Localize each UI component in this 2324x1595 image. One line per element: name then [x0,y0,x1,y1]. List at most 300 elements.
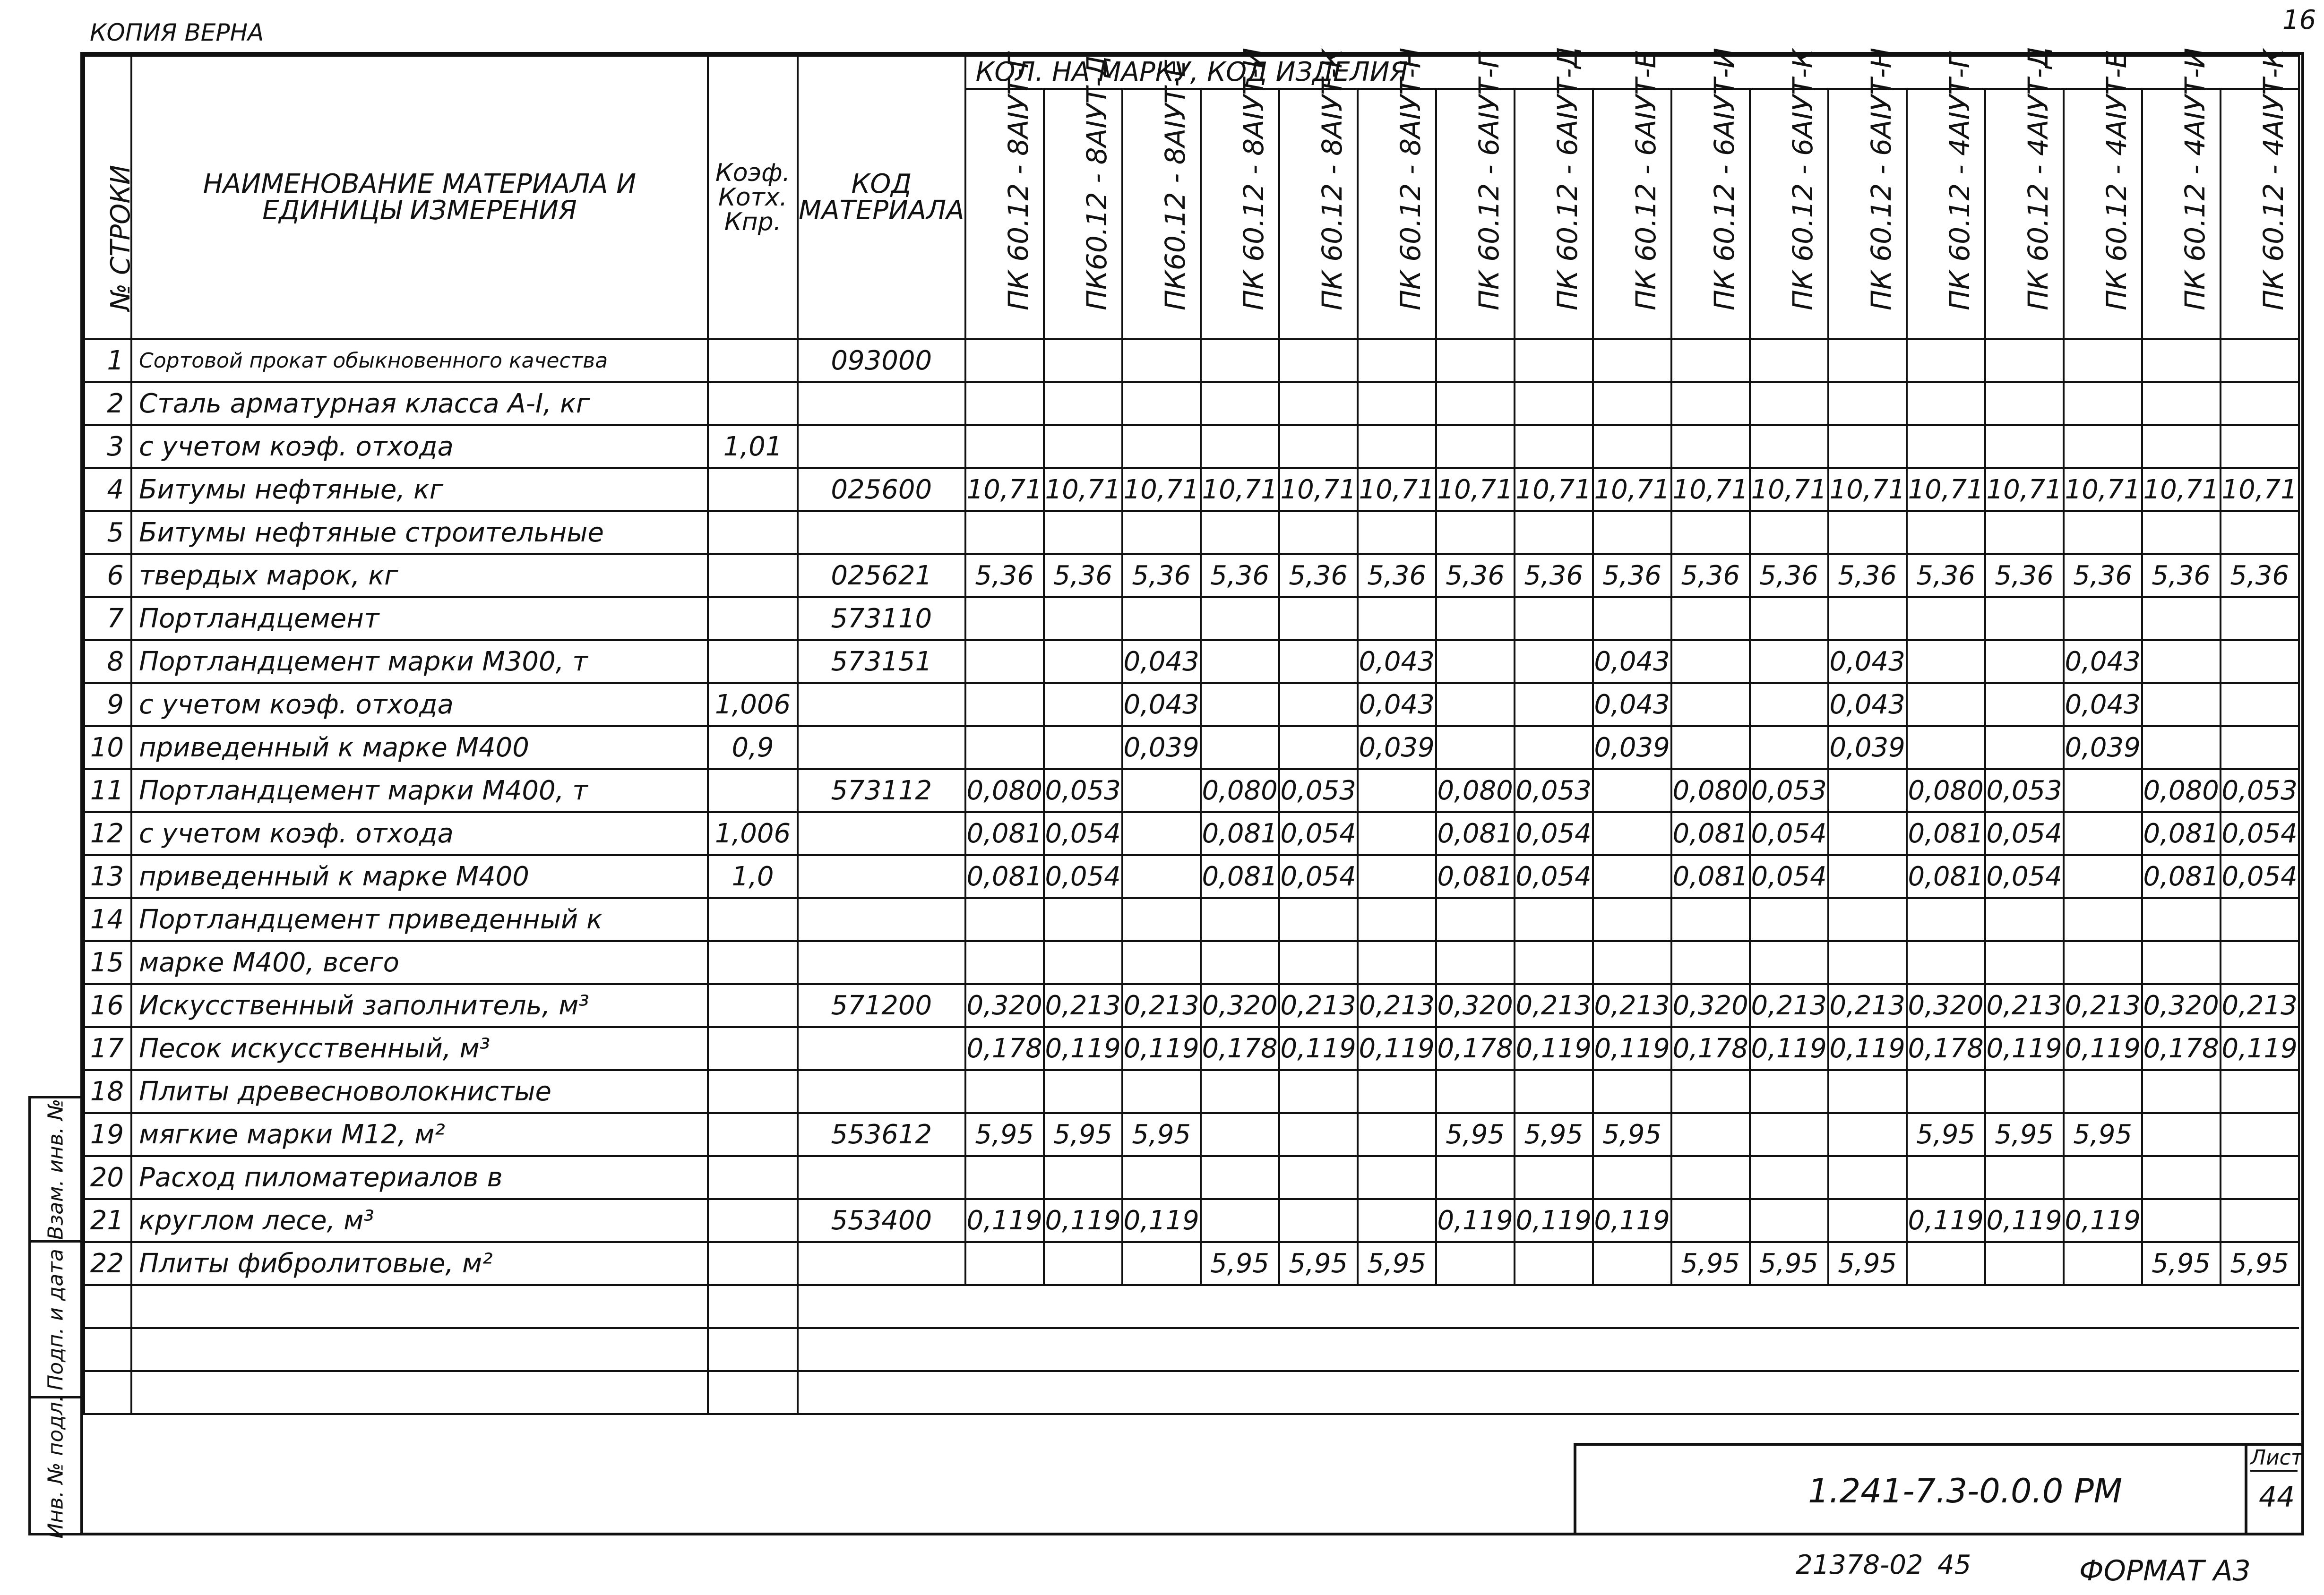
sheet-number: 44 [2259,1481,2295,1514]
quantity-cell [1201,1199,1279,1242]
quantity-cell [2221,1156,2299,1199]
blank-cell [798,1328,965,1371]
quantity-cell: 0,039 [1122,726,1201,769]
quantity-cell: 0,119 [1907,1199,1985,1242]
quantity-cell: 0,213 [1044,984,1122,1027]
quantity-cell: 5,95 [1201,1242,1279,1285]
quantity-cell: 5,36 [1750,554,1828,597]
quantity-cell [1907,898,1985,941]
table-row [84,1156,2299,1199]
row-number-cell: 21 [84,1199,131,1242]
row-number-cell: 11 [84,769,131,812]
quantity-cell [1671,726,1750,769]
quantity-cell [2221,683,2299,726]
product-column-header: ПК 60.12 - 4АIУТ-К [2221,89,2299,339]
material-code-cell: 571200 [798,984,965,1027]
quantity-cell [2064,1070,2142,1113]
quantity-cell [965,683,1044,726]
quantity-cell [1985,382,2064,425]
quantity-cell [2064,382,2142,425]
quantity-cell: 0,213 [2064,984,2142,1027]
blank-cell [2142,1328,2221,1371]
paper-format: ФОРМАТ А3 [2079,1554,2251,1587]
quantity-cell [2142,1199,2221,1242]
quantity-cell: 0,320 [1436,984,1515,1027]
quantity-cell: 0,119 [1044,1027,1122,1070]
table-row [84,1242,2299,1285]
quantity-cell: 0,080 [965,769,1044,812]
quantity-cell [1907,382,1985,425]
quantity-cell [1201,726,1279,769]
material-name-cell: Портландцемент [131,597,708,640]
row-number-cell: 9 [84,683,131,726]
material-name-cell: мягкие марки М12, м² [131,1113,708,1156]
quantity-cell: 5,36 [1122,554,1201,597]
blank-cell [1122,1328,1201,1371]
quantity-cell: 10,71 [1985,468,2064,511]
quantity-cell: 0,081 [1907,855,1985,898]
quantity-cell [1828,511,1907,554]
quantity-cell: 0,043 [1122,640,1201,683]
quantity-cell [1436,1242,1515,1285]
blank-cell [131,1328,708,1371]
quantity-cell [2221,511,2299,554]
quantity-cell [1436,640,1515,683]
quantity-cell: 0,080 [1907,769,1985,812]
blank-cell [84,1371,131,1414]
quantity-cell [1515,1242,1593,1285]
row-number-cell: 16 [84,984,131,1027]
quantity-cell: 10,71 [2142,468,2221,511]
coefficient-cell [708,554,798,597]
quantity-cell: 0,053 [2221,769,2299,812]
title-block [1574,1443,2301,1533]
quantity-cell [1515,1156,1593,1199]
quantity-cell [1201,898,1279,941]
quantity-cell [1907,511,1985,554]
quantity-cell: 0,054 [1515,855,1593,898]
row-number-cell: 22 [84,1242,131,1285]
quantity-cell: 10,71 [1671,468,1750,511]
quantity-cell [1358,382,1436,425]
quantity-cell: 10,71 [2221,468,2299,511]
blank-cell [2064,1371,2142,1414]
quantity-cell [2142,597,2221,640]
quantity-cell [1593,425,1671,468]
quantity-cell [1122,511,1201,554]
blank-cell [1907,1285,1985,1328]
quantity-cell [1122,812,1201,855]
row-number-cell: 1 [84,339,131,382]
quantity-cell [965,339,1044,382]
blank-cell [1750,1328,1828,1371]
quantity-cell [1828,941,1907,984]
quantity-cell [1201,425,1279,468]
table-row [84,468,2299,511]
table-row [84,382,2299,425]
quantity-cell [1436,339,1515,382]
quantity-cell [2142,382,2221,425]
row-number-cell: 13 [84,855,131,898]
quantity-cell: 0,119 [1985,1199,2064,1242]
blank-cell [708,1371,798,1414]
quantity-cell: 0,213 [1828,984,1907,1027]
material-name-cell: Искусственный заполнитель, м³ [131,984,708,1027]
quantity-cell [2142,898,2221,941]
material-name-cell: Портландцемент марки М400, т [131,769,708,812]
quantity-cell: 10,71 [1044,468,1122,511]
product-column-header: ПК 60.12 - 4АIУТ-И [2142,89,2221,339]
document-code: 1.241-7.3-0.0.0 РМ [1808,1472,2123,1510]
quantity-cell [1358,898,1436,941]
quantity-cell: 5,95 [1436,1113,1515,1156]
quantity-cell [1358,511,1436,554]
table-row [84,683,2299,726]
quantity-cell [2221,640,2299,683]
quantity-cell [1358,1199,1436,1242]
quantity-cell [1750,1156,1828,1199]
quantity-cell [1828,382,1907,425]
material-code-cell: 093000 [798,339,965,382]
quantity-cell [1044,640,1122,683]
coefficient-cell: 1,006 [708,683,798,726]
quantity-cell [1279,726,1358,769]
coefficient-cell [708,769,798,812]
quantity-cell [1593,898,1671,941]
product-column-header: ПК 60.12 - 8АIУТ-Г [965,89,1044,339]
coefficient-cell [708,597,798,640]
blank-cell [1044,1371,1122,1414]
quantity-cell [1279,511,1358,554]
quantity-cell: 10,71 [1828,468,1907,511]
quantity-cell: 10,71 [1907,468,1985,511]
blank-cell [2064,1328,2142,1371]
product-column-header: ПК 60.12 - 4АIУТ-Д [1985,89,2064,339]
quantity-cell [2064,855,2142,898]
quantity-cell [1907,640,1985,683]
quantity-cell [1750,898,1828,941]
quantity-cell: 5,36 [1593,554,1671,597]
quantity-cell: 10,71 [2064,468,2142,511]
archive-number: 21378-02 [1796,1550,1923,1580]
quantity-cell [1436,425,1515,468]
quantity-cell: 0,081 [1436,855,1515,898]
quantity-cell [1044,683,1122,726]
table-row [84,511,2299,554]
quantity-cell [1671,1156,1750,1199]
quantity-cell [965,726,1044,769]
quantity-cell [1436,898,1515,941]
quantity-cell [1985,726,2064,769]
quantity-cell [1985,597,2064,640]
quantity-cell [1122,769,1201,812]
coefficient-cell: 1,0 [708,855,798,898]
quantity-cell [1907,1070,1985,1113]
product-column-header: ПК 60.12 - 6АIУТ-И [1671,89,1750,339]
quantity-cell [1515,425,1593,468]
quantity-cell: 0,054 [1985,855,2064,898]
quantity-cell [1593,812,1671,855]
material-code-cell: 573151 [798,640,965,683]
table-row [84,726,2299,769]
quantity-cell [1436,382,1515,425]
quantity-cell [1122,1070,1201,1113]
quantity-cell [1279,941,1358,984]
quantity-cell [1201,1070,1279,1113]
quantity-cell: 10,71 [1279,468,1358,511]
quantity-cell [1358,425,1436,468]
material-code-cell [798,898,965,941]
quantity-cell: 5,36 [2142,554,2221,597]
quantity-cell [1750,726,1828,769]
quantity-cell [1593,769,1671,812]
quantity-cell: 5,95 [1828,1242,1907,1285]
coefficient-cell: 1,006 [708,812,798,855]
quantity-cell [1044,1156,1122,1199]
quantity-cell [1044,382,1122,425]
blank-cell [2221,1371,2299,1414]
quantity-cell: 10,71 [1593,468,1671,511]
sidebar-original-inv: Инв. № подл. [31,1396,80,1535]
sidebar-replacement-inv: Взам. инв. № [43,1098,68,1240]
table-row [84,1070,2299,1113]
quantity-cell [2221,898,2299,941]
quantity-cell: 5,36 [1201,554,1279,597]
quantity-cell [1436,597,1515,640]
material-code-cell: 553400 [798,1199,965,1242]
blank-cell [1358,1371,1436,1414]
row-number-cell: 14 [84,898,131,941]
quantity-cell [1122,898,1201,941]
quantity-cell [1436,1070,1515,1113]
quantity-cell [1828,898,1907,941]
quantity-cell: 5,95 [1907,1113,1985,1156]
quantity-cell [1515,683,1593,726]
coefficient-cell: 1,01 [708,425,798,468]
blank-cell [1907,1371,1985,1414]
quantity-cell: 5,36 [965,554,1044,597]
blank-cell [965,1285,1044,1328]
table-row [84,339,2299,382]
blank-cell [2142,1285,2221,1328]
blank-cell [1593,1371,1671,1414]
blank-cell [1358,1285,1436,1328]
quantity-cell: 0,054 [2221,812,2299,855]
coefficient-cell [708,511,798,554]
quantity-cell [1750,1070,1828,1113]
quantity-cell [1122,941,1201,984]
blank-cell [2221,1285,2299,1328]
blank-cell [1985,1371,2064,1414]
quantity-cell [1828,425,1907,468]
quantity-cell [1436,683,1515,726]
quantity-cell: 0,043 [1122,683,1201,726]
quantity-cell [1985,339,2064,382]
material-code-cell [798,683,965,726]
quantity-cell: 5,36 [1358,554,1436,597]
quantity-cell [1671,1070,1750,1113]
quantity-cell [1593,1242,1671,1285]
quantity-cell [1985,1242,2064,1285]
quantity-cell: 0,178 [2142,1027,2221,1070]
quantity-cell [1750,382,1828,425]
quantity-cell [2064,769,2142,812]
quantity-cell [2221,1113,2299,1156]
blank-cell [965,1371,1044,1414]
coefficient-cell [708,941,798,984]
quantity-cell [1593,339,1671,382]
quantity-cell [1750,1113,1828,1156]
row-number-cell: 7 [84,597,131,640]
blank-cell [1671,1371,1750,1414]
quantity-cell [1515,640,1593,683]
col-quantity-per-product: КОЛ. НА МАРКУ, КОД ИЗДЕЛИЯ [965,56,2299,89]
product-column-header: ПК60.12 - 8АIУТ-Д [1044,89,1122,339]
row-number-cell: 19 [84,1113,131,1156]
row-number-cell: 8 [84,640,131,683]
quantity-cell: 0,043 [1358,640,1436,683]
quantity-cell [965,382,1044,425]
quantity-cell [1828,339,1907,382]
quantity-cell [1907,726,1985,769]
quantity-cell: 0,043 [1828,683,1907,726]
quantity-cell [1044,511,1122,554]
product-column-header: ПК 60.12 - 6АIУТ-Е [1593,89,1671,339]
quantity-cell: 0,119 [1515,1199,1593,1242]
quantity-cell [1593,382,1671,425]
material-name-cell: Битумы нефтяные, кг [131,468,708,511]
material-code-cell [798,726,965,769]
table-row [84,941,2299,984]
quantity-cell [2064,339,2142,382]
quantity-cell: 5,36 [1907,554,1985,597]
blank-cell [1907,1328,1985,1371]
coefficient-cell [708,1113,798,1156]
row-number-cell: 20 [84,1156,131,1199]
quantity-cell: 5,95 [965,1113,1044,1156]
table-row [84,855,2299,898]
quantity-cell: 5,36 [1828,554,1907,597]
table-row [84,1027,2299,1070]
quantity-cell: 0,119 [2064,1027,2142,1070]
quantity-cell: 0,213 [2221,984,2299,1027]
quantity-cell: 0,080 [1436,769,1515,812]
quantity-cell [1907,339,1985,382]
quantity-cell [1828,597,1907,640]
quantity-cell: 0,043 [1593,683,1671,726]
quantity-cell [1828,812,1907,855]
product-column-header: ПК 60.12 - 6АIУТ-Н [1828,89,1907,339]
coefficient-cell [708,640,798,683]
blank-cell [1279,1371,1358,1414]
quantity-cell [1122,339,1201,382]
material-code-cell [798,855,965,898]
quantity-cell [1358,339,1436,382]
blank-cell [2221,1328,2299,1371]
row-number-cell: 10 [84,726,131,769]
quantity-cell [2064,941,2142,984]
quantity-cell: 0,119 [1122,1027,1201,1070]
quantity-cell: 0,080 [1671,769,1750,812]
blank-cell [1828,1371,1907,1414]
quantity-cell: 0,119 [1044,1199,1122,1242]
quantity-cell [965,1242,1044,1285]
quantity-cell [2142,640,2221,683]
material-name-cell: Портландцемент марки М300, т [131,640,708,683]
material-specification-table [83,47,2300,1415]
quantity-cell [1279,683,1358,726]
quantity-cell [2221,726,2299,769]
quantity-cell [1279,640,1358,683]
sidebar-sign-date: Подп. и дата [31,1240,80,1396]
material-code-cell [798,812,965,855]
quantity-cell [1279,1070,1358,1113]
quantity-cell: 5,95 [1985,1113,2064,1156]
table-row [84,425,2299,468]
quantity-cell [1436,1156,1515,1199]
blank-cell [1201,1285,1279,1328]
product-column-header: ПК 60.12 - 6АIУТ-К [1750,89,1828,339]
quantity-cell: 10,71 [1122,468,1201,511]
quantity-cell [2221,1070,2299,1113]
table-row [84,769,2299,812]
quantity-cell: 0,053 [1515,769,1593,812]
quantity-cell: 0,119 [2221,1027,2299,1070]
quantity-cell: 0,043 [1593,640,1671,683]
quantity-cell: 0,213 [1122,984,1201,1027]
table-row [84,640,2299,683]
quantity-cell: 0,043 [1828,640,1907,683]
material-name-cell: Сортовой прокат обыкновенного качества [131,339,708,382]
col-material-code: КОД МАТЕРИАЛА [798,56,965,339]
quantity-cell [2064,511,2142,554]
blank-row [84,1285,2299,1328]
quantity-cell [1671,1113,1750,1156]
specification-sheet [80,47,2304,1535]
table-row [84,984,2299,1027]
product-column-header: ПК 60.12 - 4АIУТ-Г [1907,89,1985,339]
quantity-cell: 0,081 [1671,812,1750,855]
blank-cell [1515,1371,1593,1414]
quantity-cell [1201,640,1279,683]
material-code-cell [798,382,965,425]
quantity-cell [1279,898,1358,941]
quantity-cell: 5,95 [1593,1113,1671,1156]
quantity-cell [1985,1156,2064,1199]
blank-cell [1515,1328,1593,1371]
material-name-cell: с учетом коэф. отхода [131,812,708,855]
blank-cell [131,1285,708,1328]
quantity-cell [1515,382,1593,425]
blank-cell [1436,1328,1515,1371]
blank-cell [1436,1371,1515,1414]
quantity-cell [1828,1070,1907,1113]
quantity-cell [1515,941,1593,984]
material-name-cell: Расход пиломатериалов в [131,1156,708,1199]
quantity-cell [1985,511,2064,554]
quantity-cell [1358,855,1436,898]
quantity-cell [1985,941,2064,984]
quantity-cell [1358,941,1436,984]
quantity-cell [1358,1156,1436,1199]
quantity-cell: 0,213 [1358,984,1436,1027]
quantity-cell [2142,511,2221,554]
quantity-cell: 0,043 [2064,683,2142,726]
material-name-cell: Песок искусственный, м³ [131,1027,708,1070]
blank-cell [1436,1285,1515,1328]
quantity-cell: 0,213 [1750,984,1828,1027]
quantity-cell: 0,081 [965,812,1044,855]
